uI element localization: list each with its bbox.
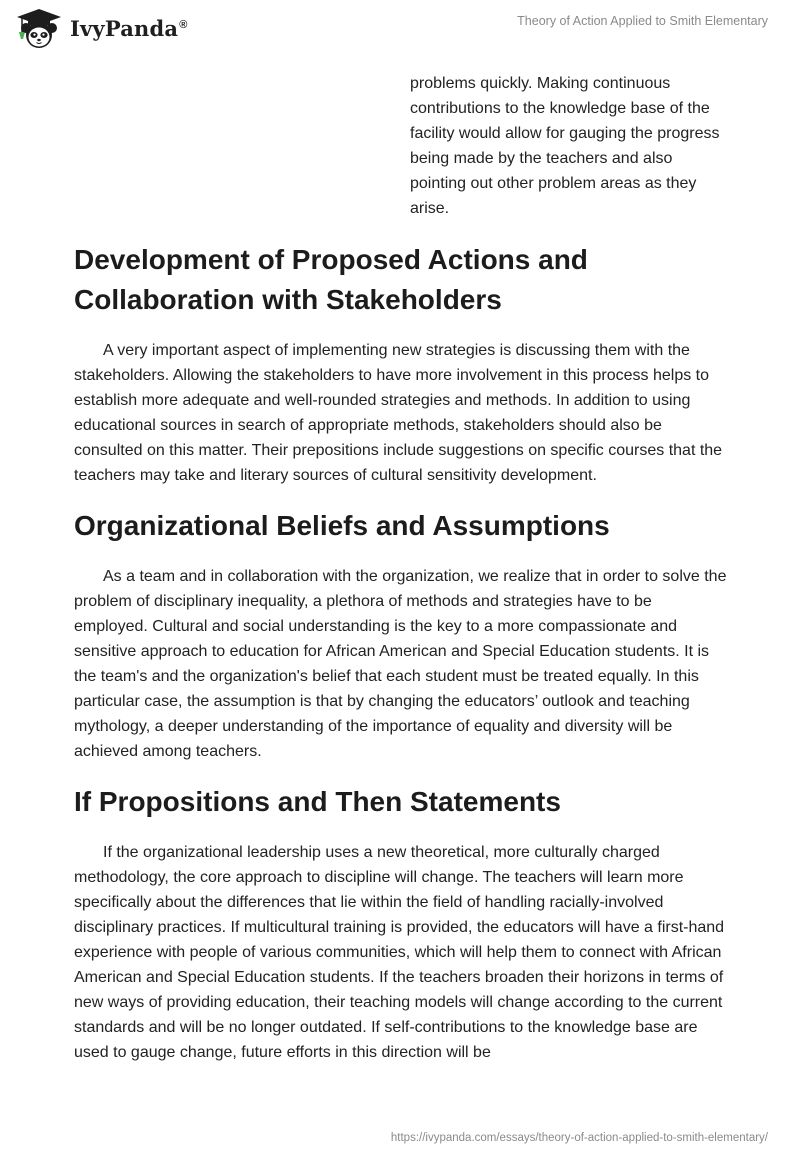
panda-graduate-icon: [14, 6, 64, 50]
section-if-then: [74, 782, 728, 1065]
section-heading: Development of Proposed Actions and Collaboration with Stakeholders: [74, 244, 588, 315]
source-url[interactable]: https://ivypanda.com/essays/theory-of-action-applied-to-smith-elementary/: [390, 1132, 768, 1144]
brand-name: IvyPanda®: [70, 15, 188, 41]
section-paragraph: If the organizational leadership uses a new theoretical, more culturally charged methodology, the core approach to discipline will change. The teachers will learn more specifically about the differences that lie within the field of handling racially-involved disciplinary practices. If multicultural training is provided, the educators will have a first-hand experience with people of various communities, which will help them to connect with African American and Special Education students. If the teachers broaden their horizons in terms of new ways of providing education, their teaching models will change according to the current standards and will be no longer outdated. If self-contributions to the knowledge base are used to gauge change, future efforts in this direction will be: [74, 844, 725, 1061]
section-beliefs-assumptions: [74, 506, 728, 764]
section-heading: Organizational Beliefs and Assumptions: [74, 510, 610, 541]
ivypanda-logo[interactable]: [14, 6, 188, 50]
section-proposed-actions: [74, 240, 728, 488]
continuation-paragraph: problems quickly. Making continuous contributions to the knowledge base of the facility would allow for gauging the progress being made by the teachers and also pointing out other problem areas as they arise.: [410, 75, 720, 217]
page-header: [0, 0, 800, 60]
essay-content: [74, 240, 728, 1083]
section-paragraph: As a team and in collaboration with the organization, we realize that in order to solve the problem of disciplinary inequality, a plethora of methods and strategies have to be employed. Cultural and social understanding is the key to a more compassionate and sensitive approach to education for African American and Special Education students. It is the team's and the organization's belief that each student must be treated equally. In this particular case, the assumption is that by changing the educators’ outlook and teaching mythology, a deeper understanding of the importance of equality and diversity will be achieved among teachers.: [74, 568, 727, 760]
document-title: Theory of Action Applied to Smith Elementary: [517, 14, 768, 28]
section-heading: If Propositions and Then Statements: [74, 786, 561, 817]
section-paragraph: A very important aspect of implementing new strategies is discussing them with the stakeholders. Allowing the stakeholders to have more involvement in this process helps to establish more adequate and well-rounded strategies and methods. In addition to using educational sources in search of appropriate methods, stakeholders should also be consulted on this matter. Their prepositions include suggestions on specific courses that the teachers may take and literary sources of cultural sensitivity development.: [74, 342, 723, 484]
registered-mark: ®: [179, 18, 188, 31]
